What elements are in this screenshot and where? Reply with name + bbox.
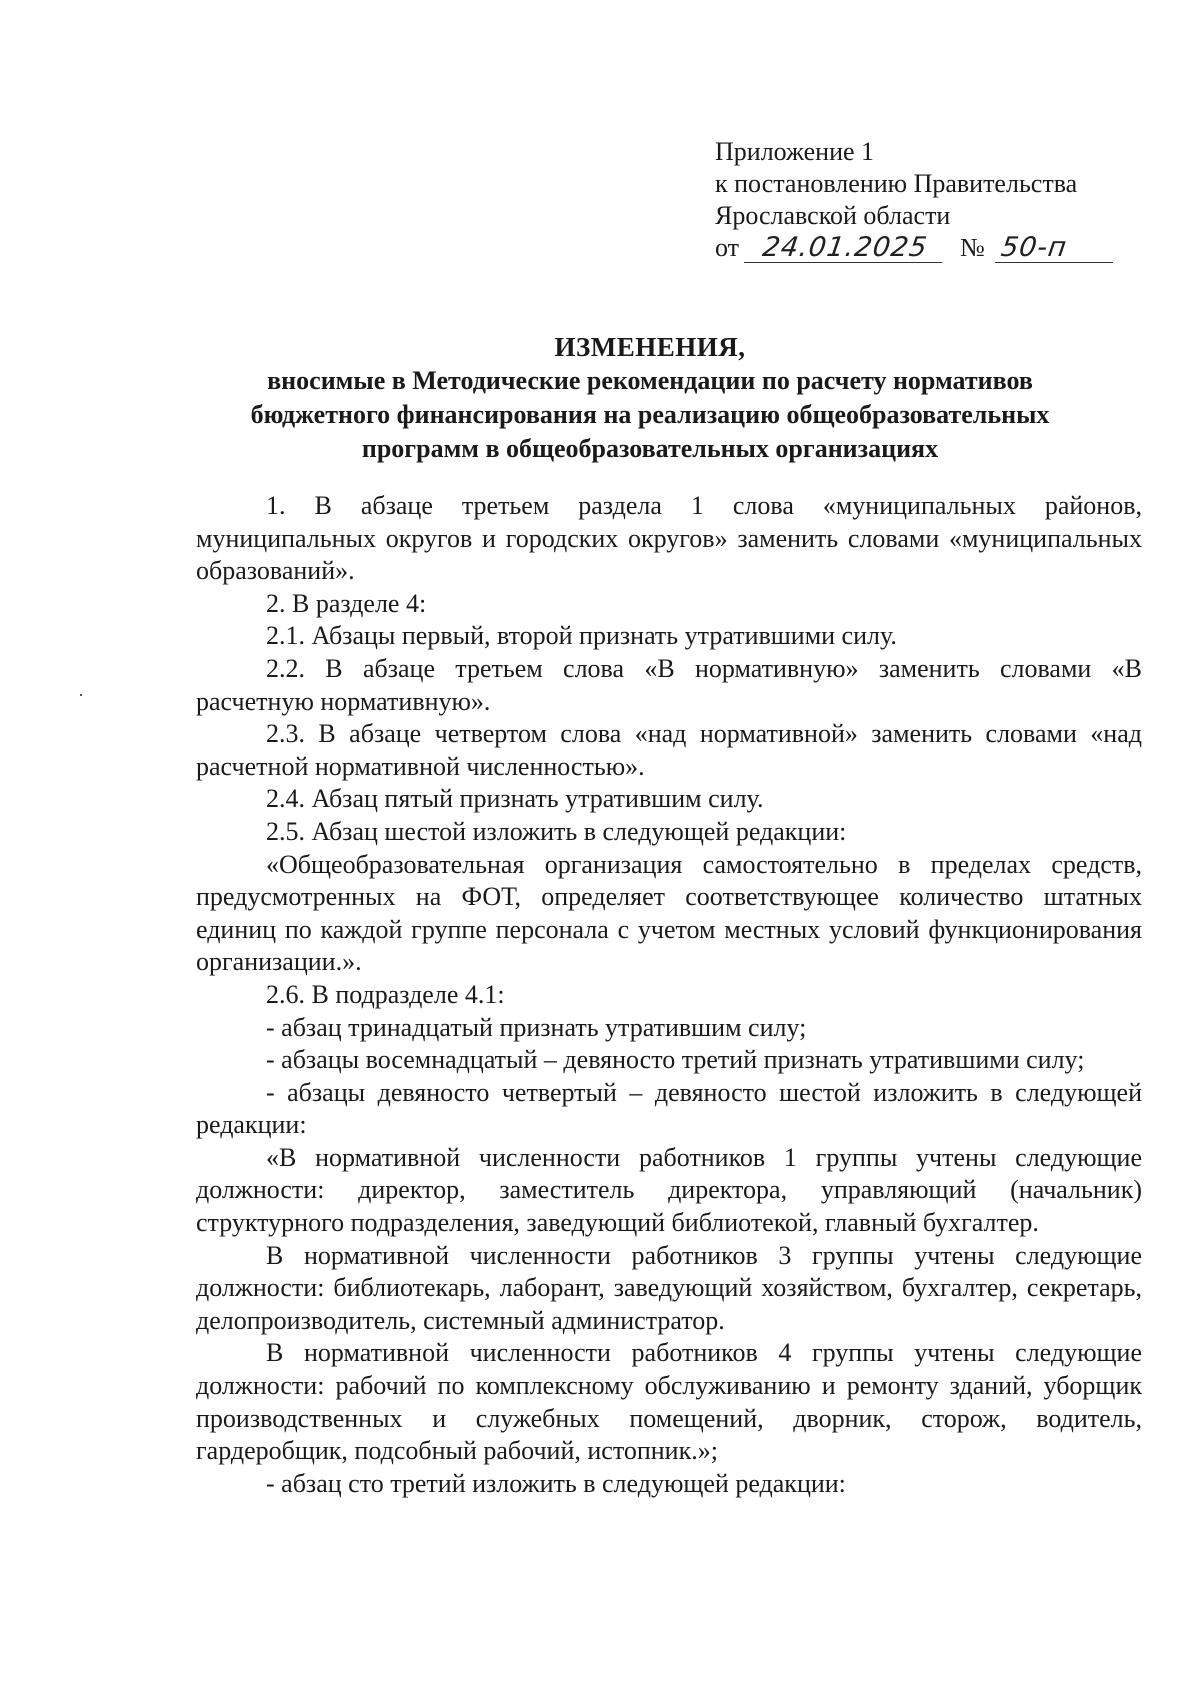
attachment-block	[715, 136, 1115, 264]
paragraph: В нормативной численности работников 4 группы учтены следующие должности: рабочий по комплексному обслуживанию и ремонту зданий, уборщик производственных и служебных помещений, дворник, сторож, водитель, гардеробщик, подсобный рабочий, истопник.»;	[196, 1338, 1142, 1466]
document-body	[196, 490, 1142, 1500]
paragraph: «В нормативной численности работников 1 группы учтены следующие должности: директор, заместитель директора, управляющий (начальник) структурного подразделения, заведующий библиотекой, главный бухгалтер.	[196, 1142, 1142, 1238]
document-title: ИЗМЕНЕНИЯ,	[554, 332, 746, 362]
document-subtitle-line-3: программ в общеобразовательных организациях	[361, 434, 939, 463]
paragraph: - абзацы восемнадцатый – девяносто третий признать утратившими силу;	[266, 1045, 1085, 1075]
handwritten-date: 24.01.2025	[743, 234, 945, 263]
paragraph: 2.4. Абзац пятый признать утратившим силу.	[266, 784, 764, 814]
number-sign: №	[960, 233, 985, 262]
paragraph: 2. В разделе 4:	[266, 588, 427, 618]
paragraph: 2.3. В абзаце четвертом слова «над нормативной» заменить словами «над расчетной нормативной численностью».	[196, 719, 1142, 781]
scan-speck	[80, 694, 82, 696]
handwritten-number: 50-п	[995, 234, 1117, 263]
paragraph: - абзац сто третий изложить в следующей редакции:	[266, 1468, 846, 1498]
paragraph: - абзац тринадцатый признать утратившим силу;	[266, 1012, 807, 1042]
document-title-block	[150, 330, 1150, 466]
paragraph: 2.6. В подразделе 4.1:	[266, 979, 505, 1009]
paragraph: «Общеобразовательная организация самостоятельно в пределах средств, предусмотренных на ФОТ, определяет соответствующее количество штатных единиц по каждой группе персонала с учетом местных условий функционирования организации.».	[196, 849, 1142, 977]
paragraph: В нормативной численности работников 3 группы учтены следующие должности: библиотекарь, лаборант, заведующий хозяйством, бухгалтер, секретарь, делопроизводитель, системный администратор.	[196, 1240, 1142, 1335]
document-subtitle-line-2: бюджетного финансирования на реализацию общеобразовательных	[250, 400, 1050, 429]
attachment-line-3: Ярославской области	[715, 201, 951, 230]
paragraph: - абзацы девяносто четвертый – девяносто шестой изложить в следующей редакции:	[196, 1077, 1142, 1140]
paragraph: 1. В абзаце третьем раздела 1 слова «муниципальных районов, муниципальных округов и городских округов» заменить словами «муниципальных образований».	[196, 491, 1142, 586]
attachment-line-1: Приложение 1	[715, 137, 875, 166]
attachment-date-line	[715, 232, 1115, 264]
paragraph: 2.1. Абзацы первый, второй признать утратившими силу.	[266, 621, 897, 651]
paragraph: 2.5. Абзац шестой изложить в следующей редакции:	[266, 816, 847, 846]
paragraph: 2.2. В абзаце третьем слова «В нормативную» заменить словами «В расчетную нормативную».	[196, 653, 1142, 716]
document-subtitle-line-1: вносимые в Методические рекомендации по расчету нормативов	[267, 366, 1033, 395]
attachment-line-2: к постановлению Правительства	[715, 169, 1078, 198]
date-prefix: от	[715, 233, 740, 262]
